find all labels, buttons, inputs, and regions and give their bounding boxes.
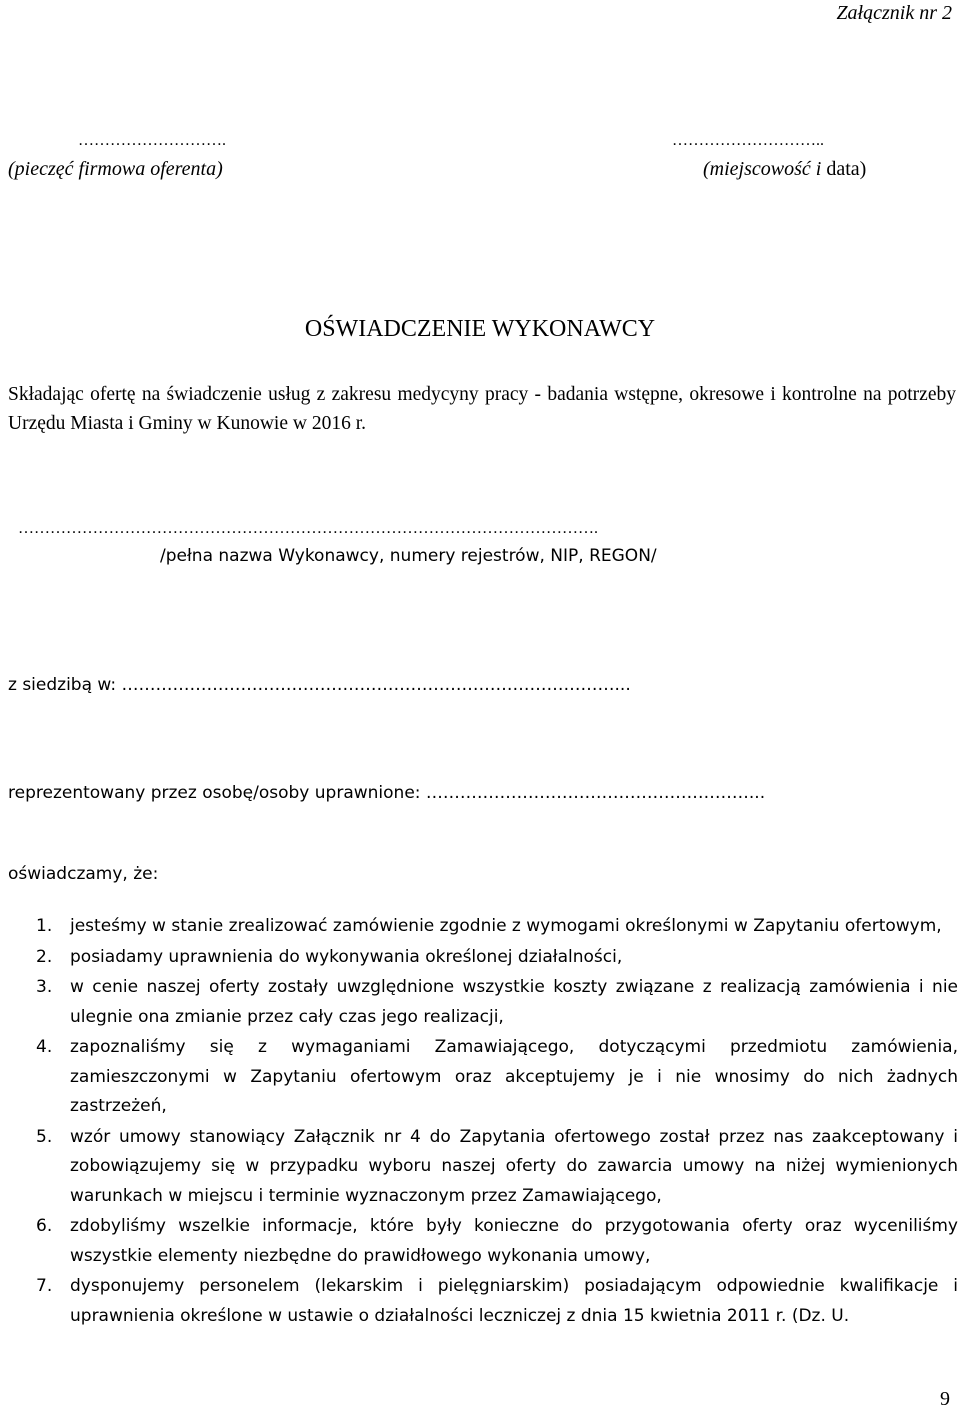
contractor-name-caption: /pełna nazwa Wykonawcy, numery rejestrów, NIP, REGON/ bbox=[160, 546, 657, 566]
place-date-caption bbox=[703, 158, 866, 181]
place-caption-italic: (miejscowość i bbox=[703, 158, 827, 180]
place-caption-plain: data) bbox=[826, 158, 867, 180]
contractor-name-line: ………………………………………………………………………………………………. bbox=[18, 520, 598, 537]
representative-label: reprezentowany przez osobę/osoby uprawnione: bbox=[8, 783, 426, 803]
statement-list bbox=[8, 912, 958, 1332]
seat-label: z siedzibą w: bbox=[8, 675, 122, 695]
seat-dots: ……………………………………………………………………………... bbox=[121, 675, 631, 695]
statement-item bbox=[8, 943, 958, 973]
statement-number: 7. bbox=[36, 1276, 53, 1296]
page-number: 9 bbox=[940, 1388, 950, 1410]
attachment-label: Załącznik nr 2 bbox=[836, 2, 952, 24]
statement-item bbox=[8, 1033, 958, 1122]
statement-text: w cenie naszej oferty zostały uwzględnione wszystkie koszty związane z realizacją zamówienia i nie ulegnie ona zmianie przez cały czas jego realizacji, bbox=[70, 977, 958, 1027]
statement-item bbox=[8, 1212, 958, 1271]
statement-text: posiadamy uprawnienia do wykonywania określonej działalności, bbox=[70, 946, 623, 967]
declare-label: oświadczamy, że: bbox=[8, 864, 159, 884]
statement-number: 5. bbox=[36, 1126, 53, 1147]
statement-text: zdobyliśmy wszelkie informacje, które były konieczne do przygotowania oferty oraz wyceniliśmy wszystkie elementy niezbędne do prawidłowego wykonania umowy, bbox=[70, 1216, 958, 1266]
statement-item bbox=[8, 1123, 958, 1212]
stamp-caption: (pieczęć firmowa oferenta) bbox=[8, 158, 223, 180]
stamp-signature-line: ………………………. bbox=[78, 132, 226, 149]
document-title: OŚWIADCZENIE WYKONAWCY bbox=[304, 316, 656, 342]
seat-line bbox=[8, 675, 631, 695]
statement-text: wzór umowy stanowiący Załącznik nr 4 do Zapytania ofertowego został przez nas zaakceptowany i zobowiązujemy się w przypadku wyboru naszej oferty do zawarcia umowy na niżej wymienionych warunkach w miejscu i terminie wyznaczonym przez Zamawiającego, bbox=[70, 1126, 958, 1206]
place-date-line: ……………………….. bbox=[672, 132, 824, 149]
statement-text: zapoznaliśmy się z wymaganiami Zamawiającego, dotyczącymi przedmiotu zamówienia, zamieszczonymi w Zapytaniu ofertowym oraz akceptujemy je i nie wnosimy do nich żadnych zastrzeżeń, bbox=[70, 1037, 958, 1116]
statement-number: 1. bbox=[36, 916, 53, 936]
statement-text: dysponujemy personelem (lekarskim i pielęgniarskim) posiadającym odpowiednie kwalifikacje i uprawnienia określone w ustawie o działalności leczniczej z dnia 15 kwietnia 2011 r. (Dz. U. bbox=[70, 1276, 958, 1326]
statement-text: jesteśmy w stanie zrealizować zamówienie zgodnie z wymogami określonymi w Zapytaniu ofertowym, bbox=[70, 916, 942, 936]
statement-number: 6. bbox=[36, 1216, 53, 1236]
representative-dots: …………………………………………………... bbox=[425, 783, 766, 803]
statement-number: 2. bbox=[36, 946, 53, 967]
representative-line bbox=[8, 783, 765, 803]
statement-item bbox=[8, 1272, 958, 1331]
statement-number: 3. bbox=[36, 977, 53, 997]
statement-item bbox=[8, 912, 958, 942]
statement-item bbox=[8, 973, 958, 1032]
intro-paragraph: Składając ofertę na świadczenie usług z zakresu medycyny pracy - badania wstępne, okresowe i kontrolne na potrzeby Urzędu Miasta i Gminy w Kunowie w 2016 r. bbox=[8, 384, 956, 434]
statement-number: 4. bbox=[36, 1037, 53, 1057]
